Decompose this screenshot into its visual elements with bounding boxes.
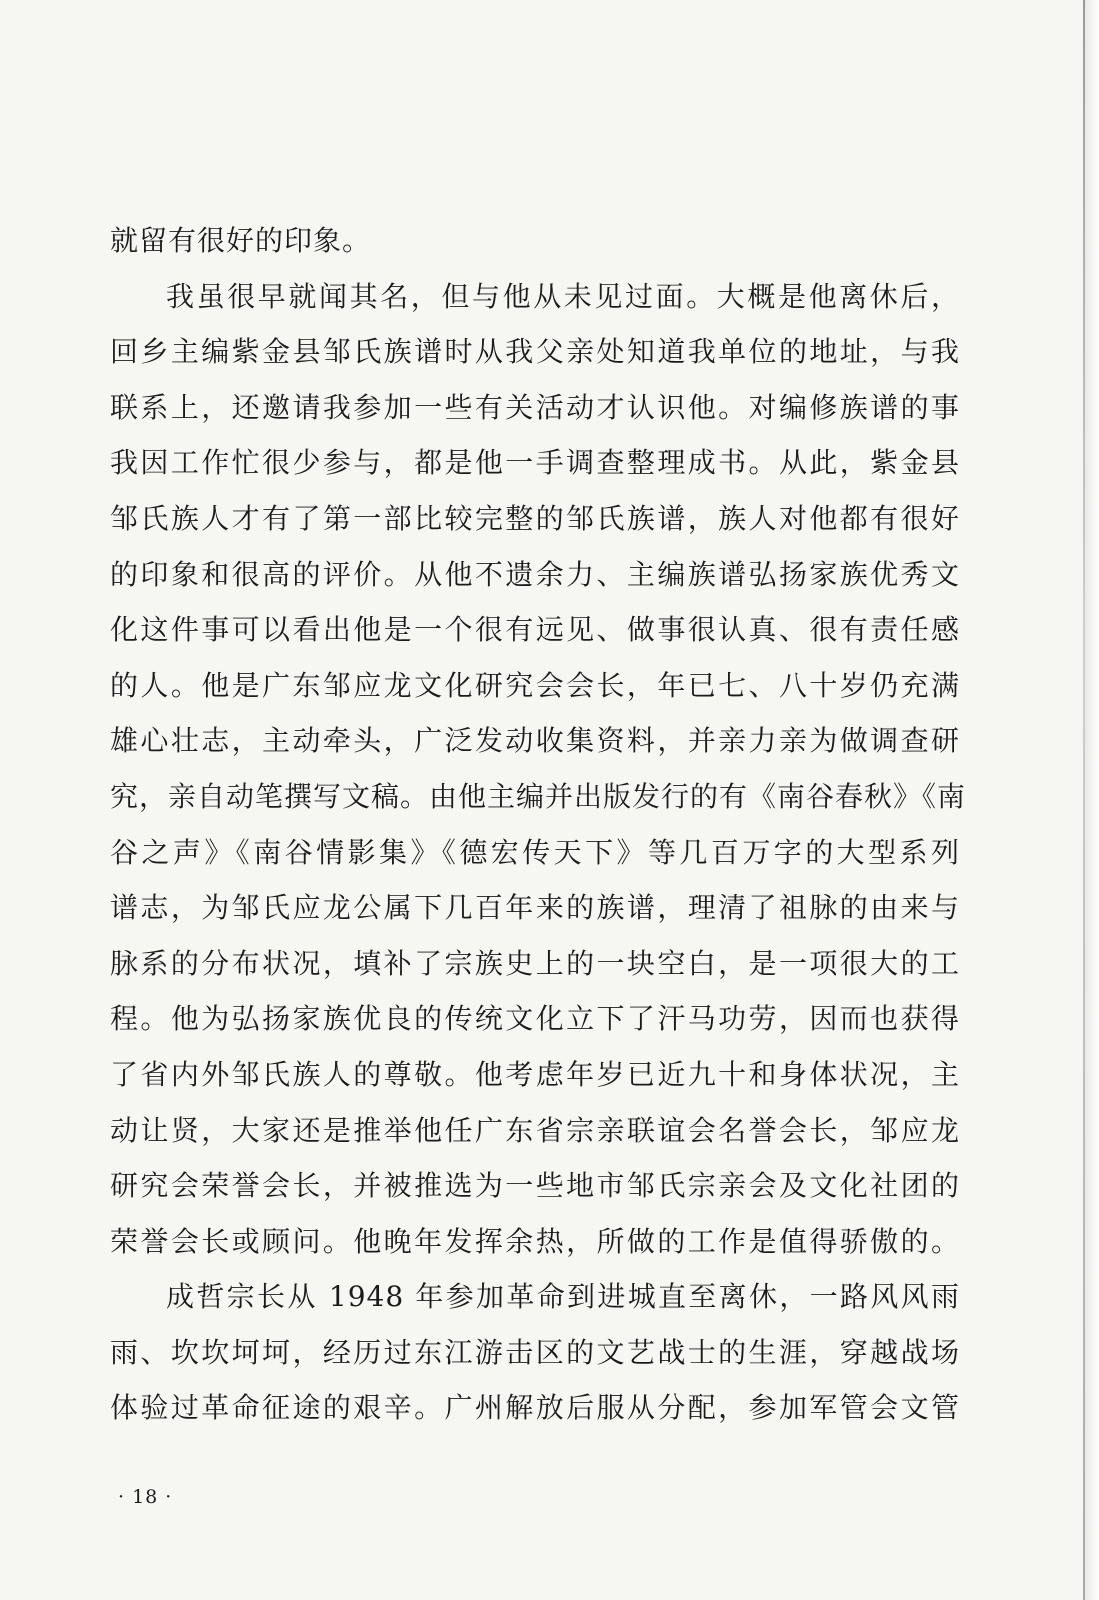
text-line: 谱志，为邹氏应龙公属下几百年来的族谱，理清了祖脉的由来与 [110,891,960,925]
text-line: 脉系的分布状况，填补了宗族史上的一块空白，是一项很大的工 [110,946,960,980]
text-line: 雨、坎坎坷坷，经历过东江游击区的文艺战士的生涯，穿越战场 [110,1335,960,1369]
text-line: 研究会荣誉会长，并被推选为一些地市邹氏宗亲会及文化社团的 [110,1169,960,1203]
text-line: 我因工作忙很少参与，都是他一手调查整理成书。从此，紫金县 [110,446,960,480]
text-line: 回乡主编紫金县邹氏族谱时从我父亲处知道我单位的地址，与我 [110,335,960,369]
text-line: 的印象和很高的评价。从他不遗余力、主编族谱弘扬家族优秀文 [110,557,960,591]
text-line: 程。他为弘扬家族优良的传统文化立下了汗马功劳，因而也获得 [110,1002,960,1036]
text-line: 成哲宗长从 1948 年参加革命到进城直至离休，一路风风雨 [166,1280,960,1314]
text-line: 荣誉会长或顾问。他晚年发挥余热，所做的工作是值得骄傲的。 [110,1224,960,1258]
text-line: 了省内外邹氏族人的尊敬。他考虑年岁已近九十和身体状况，主 [110,1057,960,1091]
text-line: 邹氏族人才有了第一部比较完整的邹氏族谱，族人对他都有很好 [110,501,960,535]
text-line: 究，亲自动笔撰写文稿。由他主编并出版发行的有《南谷春秋》《南 [110,779,967,813]
text-line: 联系上，还邀请我参加一些有关活动才认识他。对编修族谱的事 [110,390,960,424]
text-line: 的人。他是广东邹应龙文化研究会会长，年已七、八十岁仍充满 [110,668,960,702]
text-line: 就留有很好的印象。 [110,224,372,257]
body-text [110,213,967,1436]
page-edge-shadow [1085,0,1099,1600]
text-line: 动让贤，大家还是推举他任广东省宗亲联谊会名誉会长，邹应龙 [110,1113,960,1147]
page-number: · 18 · [118,1486,173,1508]
page-edge-line [1083,0,1085,1600]
text-line: 谷之声》《南谷情影集》《德宏传天下》等几百万字的大型系列 [110,835,960,869]
text-line: 我虽很早就闻其名，但与他从未见过面。大概是他离休后， [166,279,960,313]
text-line: 化这件事可以看出他是一个很有远见、做事很认真、很有责任感 [110,613,960,647]
text-line: 雄心壮志，主动牵头，广泛发动收集资料，并亲力亲为做调查研 [110,724,960,758]
text-line: 体验过革命征途的艰辛。广州解放后服从分配，参加军管会文管 [110,1391,960,1425]
